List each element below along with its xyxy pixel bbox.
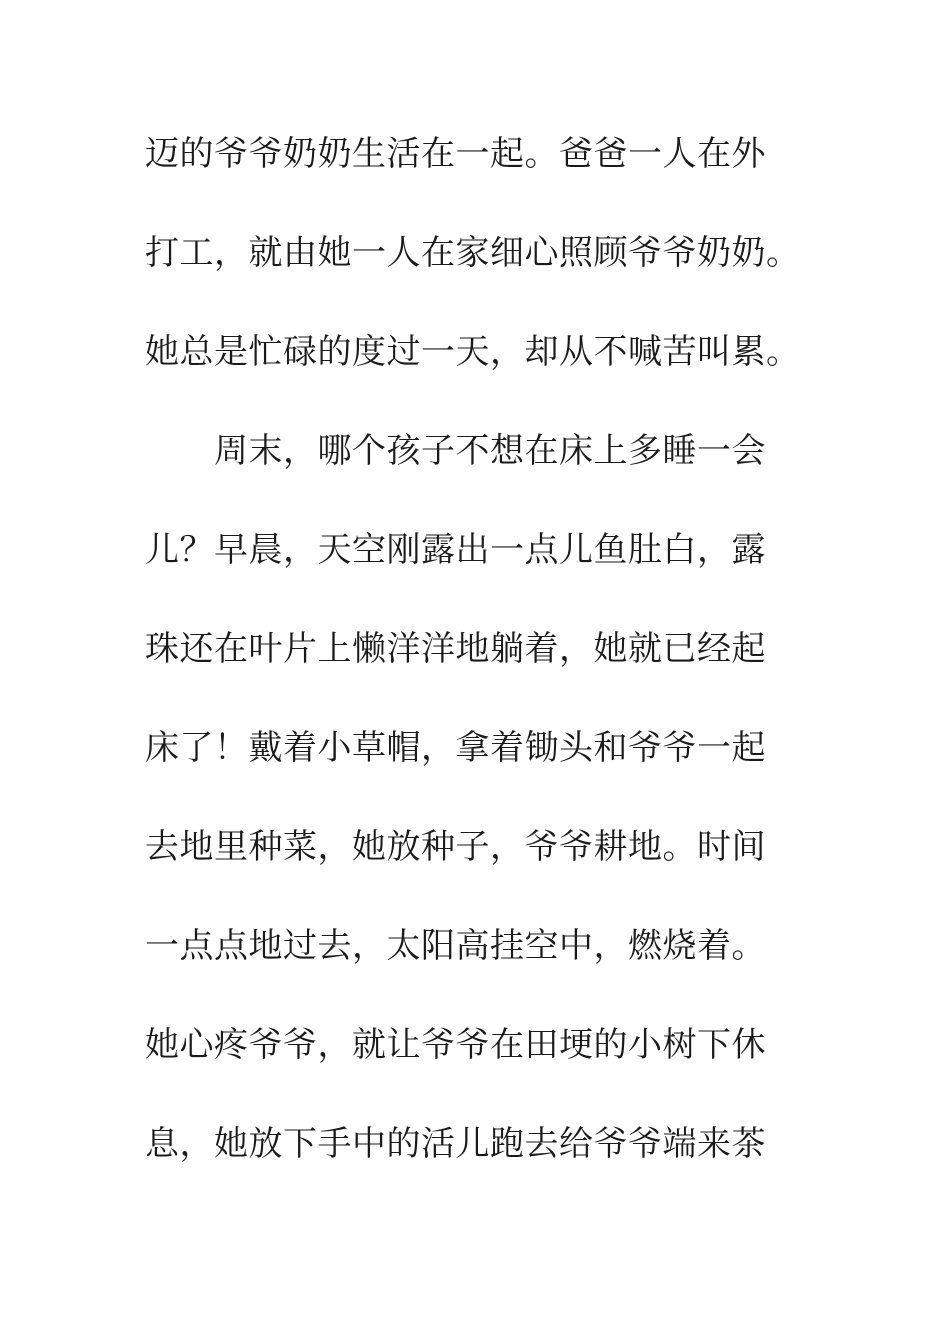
text-line: 儿？早晨，天空刚露出一点儿鱼肚白，露 (145, 530, 766, 570)
body-text (145, 124, 825, 1213)
text-line: 去地里种菜，她放种子，爷爷耕地。时间 (145, 827, 766, 867)
text-line: 珠还在叶片上懒洋洋地躺着，她就已经起 (145, 629, 766, 669)
text-line: 她总是忙碌的度过一天，却从不喊苦叫累。 (145, 332, 801, 372)
text-line: 迈的爷爷奶奶生活在一起。爸爸一人在外 (145, 134, 766, 174)
paragraph-start-line: 周末，哪个孩子不想在床上多睡一会 (145, 431, 766, 471)
text-line: 打工，就由她一人在家细心照顾爷爷奶奶。 (145, 233, 801, 273)
text-line: 床了！戴着小草帽，拿着锄头和爷爷一起 (145, 728, 766, 768)
text-line: 她心疼爷爷，就让爷爷在田埂的小树下休 (145, 1025, 766, 1065)
text-line: 一点点地过去，太阳高挂空中，燃烧着。 (145, 926, 766, 966)
text-line: 息，她放下手中的活儿跑去给爷爷端来茶 (145, 1124, 766, 1164)
